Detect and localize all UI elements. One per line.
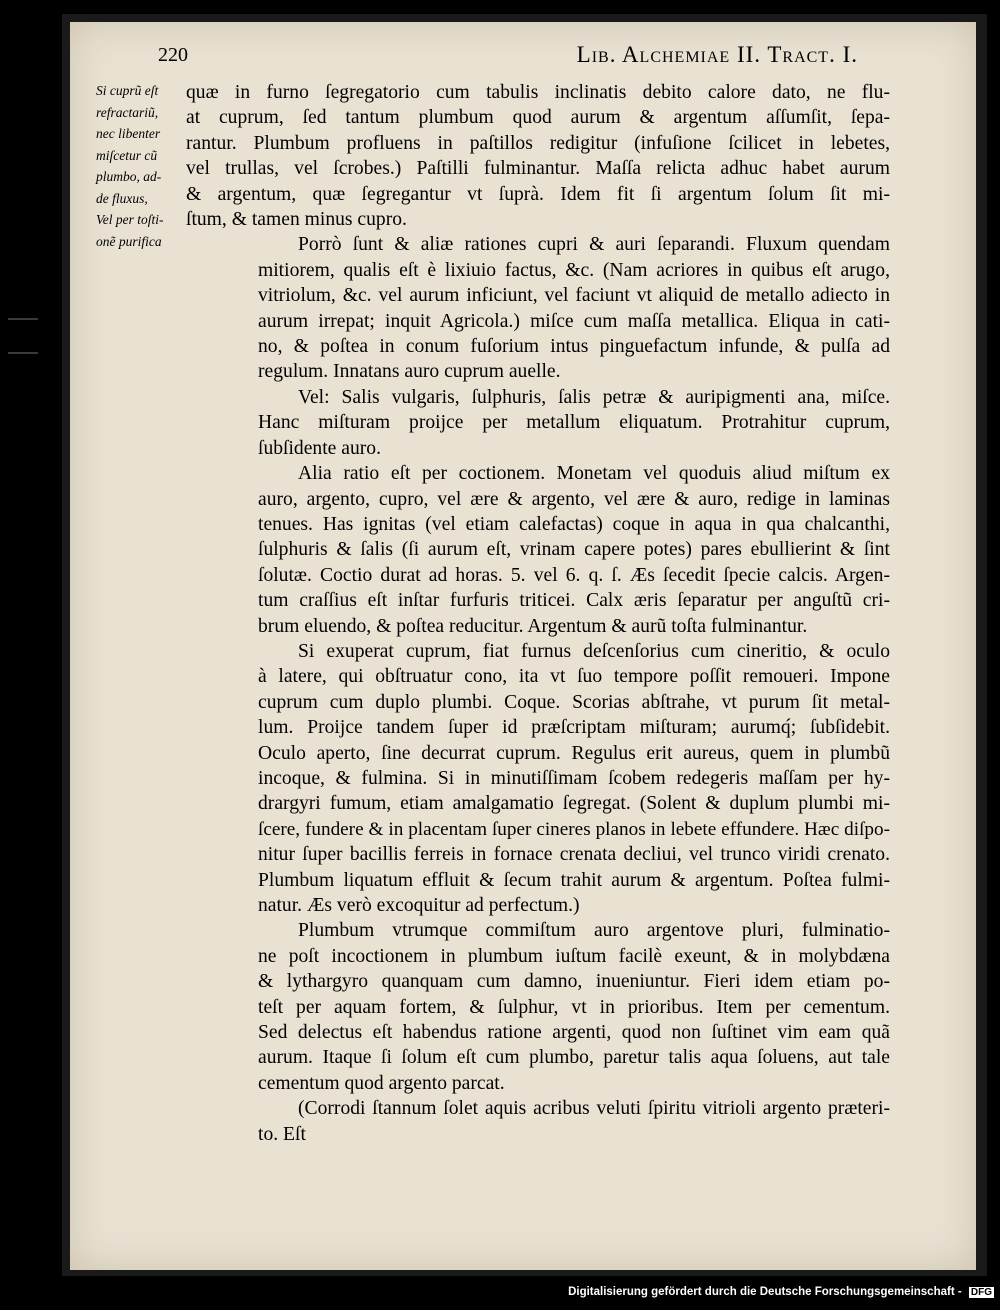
text-line: natur. Æs verò excoquitur ad perfectum.) bbox=[258, 895, 580, 916]
text-line: aurum. Itaque ſi ſolum eſt cum plumbo, paretur talis aqua ſoluens, aut tale bbox=[258, 1047, 890, 1069]
marginal-note-line: de fluxus, bbox=[96, 190, 148, 206]
text-line: ſubſidente auro. bbox=[258, 437, 381, 459]
text-line: lum. Proijce tandem ſuper id præſcriptam miſturam; aurumq́; ſubſidebit. bbox=[258, 717, 890, 739]
text-line: quæ in furno ſegregatorio cum tabulis inclinatis debito calore dato, ne flu- bbox=[186, 82, 890, 103]
text-line: ſtum, & tamen minus cupro. bbox=[186, 209, 407, 231]
text-line: Porrò ſunt & aliæ rationes cupri & auri ſeparandi. Fluxum quendam bbox=[298, 234, 890, 256]
text-line: (Corrodi ſtannum ſolet aquis acribus veluti ſpiritu vitrioli argento præteri- bbox=[298, 1098, 890, 1120]
running-head: Lib. Alchemiae II. Tract. I. bbox=[576, 42, 858, 67]
text-line: ſulphuris & ſalis (ſi aurum eſt, vrinam capere potes) pares ebullierint & ſint bbox=[258, 539, 890, 561]
text-line: regulum. Innatans auro cuprum auelle. bbox=[258, 361, 561, 383]
text-line: cementum quod argento parcat. bbox=[258, 1072, 505, 1094]
text-line: Si exuperat cuprum, fiat furnus deſcenſorius cum cineritio, & oculo bbox=[298, 640, 890, 662]
text-line: & lythargyro quanquam cum damno, inueniuntur. Fieri idem etiam po- bbox=[258, 971, 890, 993]
text-line: drargyri fumum, etiam amalgamatio ſegregat. (Solent & duplum plumbi mi- bbox=[258, 793, 890, 815]
text-line: at cuprum, ſed tantum plumbum quod aurum & argentum aſſumſit, ſepa- bbox=[186, 107, 890, 129]
text-line: ſcere, fundere & in placentam ſuper cineres planos in lebete effundere. Hæc diſpo- bbox=[258, 818, 890, 840]
text-line: teſt per aquam fortem, & ſulphur, vt in prioribus. Item per cementum. bbox=[258, 996, 890, 1018]
marginal-note-line: plumbo, ad- bbox=[96, 169, 162, 184]
text-line: à latere, qui obſtruatur cono, ita vt ſuo tempore poſſit remoueri. Impone bbox=[258, 666, 890, 688]
text-line: tenues. Has ignitas (vel etiam calefactas) coque in aqua in qua chalcanthi, bbox=[258, 513, 890, 535]
text-line: & argentum, quæ ſegregantur vt ſuprà. Idem fit ſi argentum ſolum ſit mi- bbox=[186, 183, 890, 205]
text-line: no, & poſtea in conum fuſorium intus pinguefactum infunde, & pulſa ad bbox=[258, 336, 890, 358]
text-line: aurum irrepat; inquit Agricola.) miſce cum maſſa metallica. Eliqua in cati- bbox=[258, 310, 890, 332]
marginal-note-line: Vel per toſti- bbox=[96, 212, 164, 227]
text-line: Hanc miſturam proijce per metallum eliquatum. Protrahitur cuprum, bbox=[258, 412, 890, 434]
marginal-note-line: nec libenter bbox=[96, 126, 161, 141]
digitization-credit bbox=[568, 1286, 994, 1298]
page-number: 220 bbox=[158, 44, 188, 66]
text-line: Oculo aperto, ſine decurrat cuprum. Regulus erit aureus, quem in plumbũ bbox=[258, 742, 890, 764]
text-line: vitriolum, &c. vel aurum inficiunt, vel faciunt vt aliquid de metallo adiecto in bbox=[258, 285, 890, 307]
text-line: ſolutæ. Coctio durat ad horas. 5. vel 6. q. ſ. Æs ſecedit ſpecie calcis. Argen- bbox=[258, 564, 890, 586]
text-line: auro, argento, cupro, vel ære & argento, vel ære & auro, redige in laminas bbox=[258, 488, 890, 510]
dfg-logo: DFG bbox=[970, 1287, 992, 1298]
text-line: vel trullas, vel ſcrobes.) Paſtilli fulminantur. Maſſa relicta adhuc habet aurum bbox=[186, 158, 890, 180]
text-line: cuprum cum duplo plumbi. Coque. Scorias abſtrahe, vt purum ſit metal- bbox=[258, 691, 890, 713]
text-line: Plumbum liquatum effluit & ſecum trahit aurum & argentum. Poſtea fulmi- bbox=[258, 869, 890, 891]
page-header bbox=[158, 40, 898, 74]
text-line: rantur. Plumbum profluens in paſtillos redigitur (infuſione ſcilicet in lebetes, bbox=[186, 132, 890, 154]
marginal-note-line: Si cuprũ eſt bbox=[96, 83, 159, 98]
marginal-note-line: miſcetur cũ bbox=[96, 147, 158, 163]
text-line: Vel: Salis vulgaris, ſulphuris, ſalis petræ & auripigmenti ana, miſce. bbox=[298, 386, 890, 408]
marginal-note bbox=[96, 80, 196, 252]
text-line: nitur ſuper bacillis ferreis in fornace crenata decliui, vel trunco viridi crenato. bbox=[258, 844, 890, 866]
main-text bbox=[186, 80, 890, 1147]
text-line: Plumbum vtrumque commiſtum auro argentove pluri, fulminatio- bbox=[298, 920, 890, 942]
text-line: to. Eſt bbox=[258, 1123, 306, 1145]
gutter-mark bbox=[8, 352, 38, 354]
gutter-mark bbox=[8, 318, 38, 320]
credit-text: Digitalisierung gefördert durch die Deutsche Forschungsgemeinschaft - bbox=[568, 1286, 962, 1298]
marginal-note-line: onẽ purifica bbox=[96, 233, 162, 249]
text-line: Alia ratio eſt per coctionem. Monetam vel quoduis aliud miſtum ex bbox=[298, 463, 890, 485]
text-line: incoque, & fulmina. Si in minutiſſimam ſcobem redegeris maſſam per hy- bbox=[258, 767, 890, 789]
marginal-note-line: refractariũ, bbox=[96, 104, 159, 120]
text-line: Sed delectus eſt habendus ratione argenti, quod non ſuſtinet vim eam quã bbox=[258, 1022, 890, 1044]
text-line: brum eluendo, & poſtea reducitur. Argentum & aurũ toſta fulminantur. bbox=[258, 615, 808, 637]
text-line: tum craſſius eſt inſtar furfuris triticei. Calx æris ſeparatur per anguſtũ cri- bbox=[258, 590, 890, 612]
text-line: ne poſt incoctionem in plumbum iuſtum facilè exeunt, & in molybdæna bbox=[258, 945, 890, 967]
text-line: mitiorem, qualis eſt è lixiuio factus, &c. (Nam acriores in quibus eſt arugo, bbox=[258, 259, 890, 281]
